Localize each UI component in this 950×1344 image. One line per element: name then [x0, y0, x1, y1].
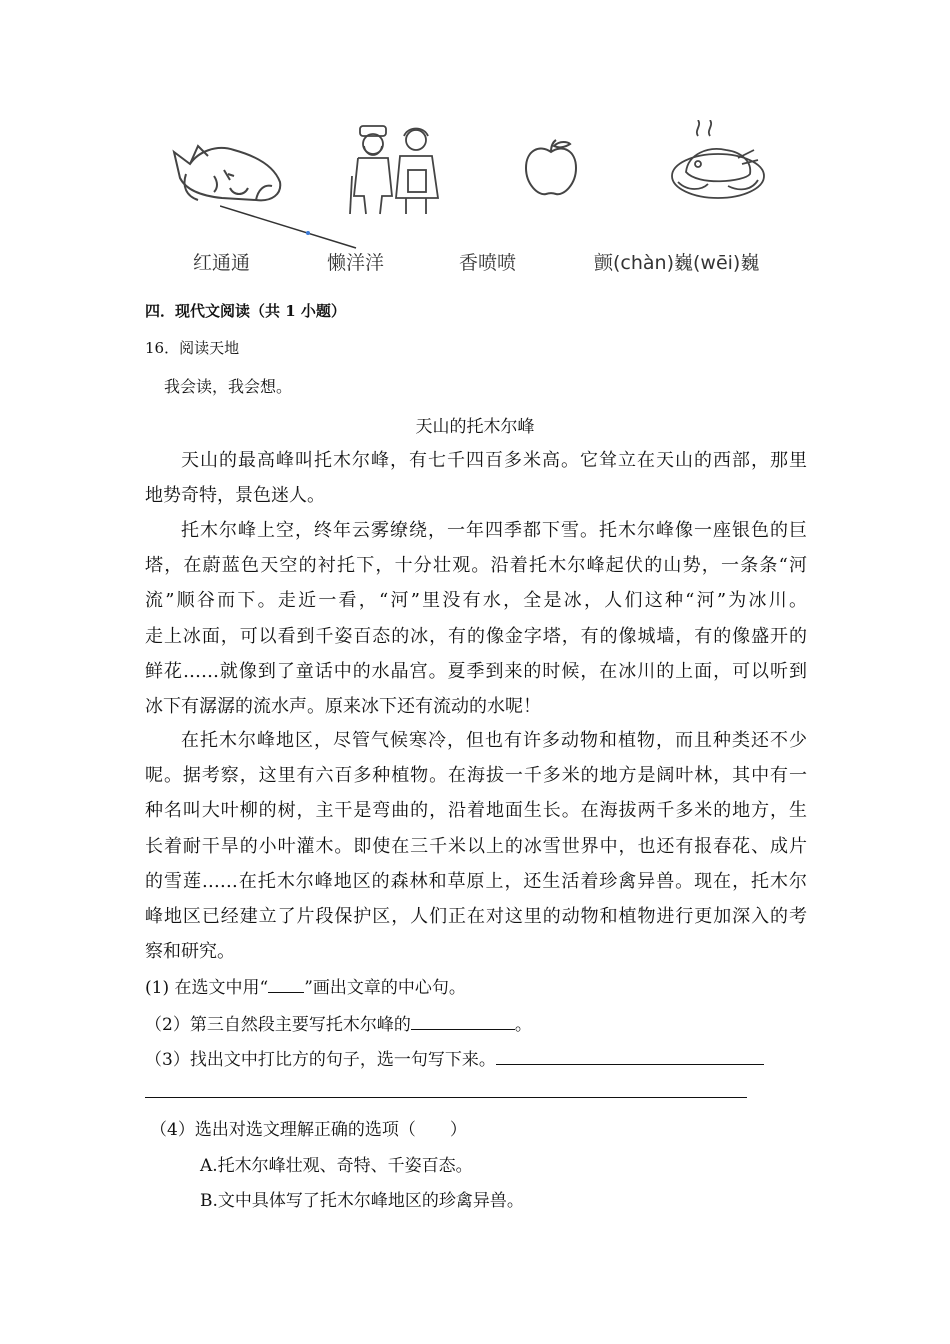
paragraph-line: 托木尔峰上空，终年云雾缭绕，一年四季都下雪。托木尔峰像一座银色的巨 — [181, 520, 807, 541]
paragraph-2 — [145, 513, 807, 724]
answer-blank[interactable] — [496, 1048, 764, 1065]
paragraph-1 — [145, 443, 807, 513]
question-2-text: 。 — [514, 1015, 532, 1035]
word-label: 红通通 — [193, 252, 251, 274]
answer-line[interactable] — [145, 1097, 747, 1098]
elderly-couple-picture — [348, 118, 448, 218]
answer-blank[interactable] — [411, 1013, 515, 1030]
paragraph-line: 天山的最高峰叫托木尔峰，有七千四百多米高。它耸立在天山的西部，那里 — [181, 450, 807, 471]
roast-chicken-picture — [668, 120, 768, 204]
question-3 — [145, 1045, 764, 1070]
question-number: 16．阅读天地 — [145, 339, 240, 357]
section-title: 四．现代文阅读（共 1 小题） — [145, 302, 346, 320]
apple-picture — [522, 138, 580, 198]
paragraph-line: 鲜花……就像到了童话中的水晶宫。夏季到来的时候，在冰川的上面，可以听到 — [145, 660, 807, 682]
paragraph-line: 走上冰面，可以看到千姿百态的冰，有的像金字塔，有的像城墙，有的像盛开的 — [145, 625, 807, 647]
question-4: （4）选出对选文理解正确的选项（ ） — [150, 1120, 467, 1140]
paragraph-line: 在托木尔峰地区，尽管气候寒冷，但也有许多动物和植物，而且种类还不少 — [181, 730, 807, 751]
word-label: 懒洋洋 — [327, 252, 385, 274]
question-2-text: （2）第三自然段主要写托木尔峰的 — [145, 1015, 411, 1035]
paragraph-line: 察和研究。 — [145, 941, 235, 963]
paragraph-line: 流”顺谷而下。走近一看，“河”里没有水，全是冰，人们这种“河”为冰川。 — [145, 590, 807, 612]
question-3-text: （3）找出文中打比方的句子，选一句写下来。 — [145, 1050, 496, 1070]
paragraph-line: 的雪莲……在托木尔峰地区的森林和草原上，还生活着珍禽异兽。现在，托木尔 — [145, 870, 807, 892]
intro-text: 我会读，我会想。 — [164, 377, 293, 396]
article-title: 天山的托木尔峰 — [415, 417, 535, 437]
word-label: 颤(chàn)巍(wēi)巍 — [594, 252, 760, 274]
paragraph-3 — [145, 723, 807, 969]
paragraph-line: 长着耐干旱的小叶灌木。即使在三千米以上的冰雪世界中，也还有报春花、成片 — [145, 835, 807, 857]
matching-line — [220, 204, 360, 252]
option-b[interactable]: B.文中具体写了托木尔峰地区的珍禽异兽。 — [200, 1191, 524, 1211]
word-label: 香喷喷 — [459, 252, 517, 274]
question-1-text: ”画出文章的中心句。 — [304, 978, 466, 998]
answer-blank[interactable] — [268, 976, 304, 993]
paragraph-line: 种名叫大叶柳的树，主干是弯曲的，沿着地面生长。在海拔两千多米的地方，生 — [145, 800, 807, 822]
paragraph-line: 塔，在蔚蓝色天空的衬托下，十分壮观。沿着托木尔峰起伏的山势，一条条“河 — [145, 555, 807, 577]
paragraph-line: 呢。据考察，这里有六百多种植物。在海拔一千多米的地方是阔叶林，其中有一 — [145, 765, 807, 787]
paragraph-line: 峰地区已经建立了片段保护区，人们正在对这里的动物和植物进行更加深入的考 — [145, 906, 807, 928]
question-1-text: (1) 在选文中用“ — [145, 978, 269, 998]
option-a[interactable]: A.托木尔峰壮观、奇特、千姿百态。 — [200, 1156, 473, 1176]
question-1 — [145, 973, 466, 998]
paragraph-line: 冰下有潺潺的流水声。原来冰下还有流动的水呢！ — [145, 696, 541, 718]
question-2 — [145, 1010, 532, 1035]
paragraph-line: 地势奇特，景色迷人。 — [145, 485, 325, 507]
